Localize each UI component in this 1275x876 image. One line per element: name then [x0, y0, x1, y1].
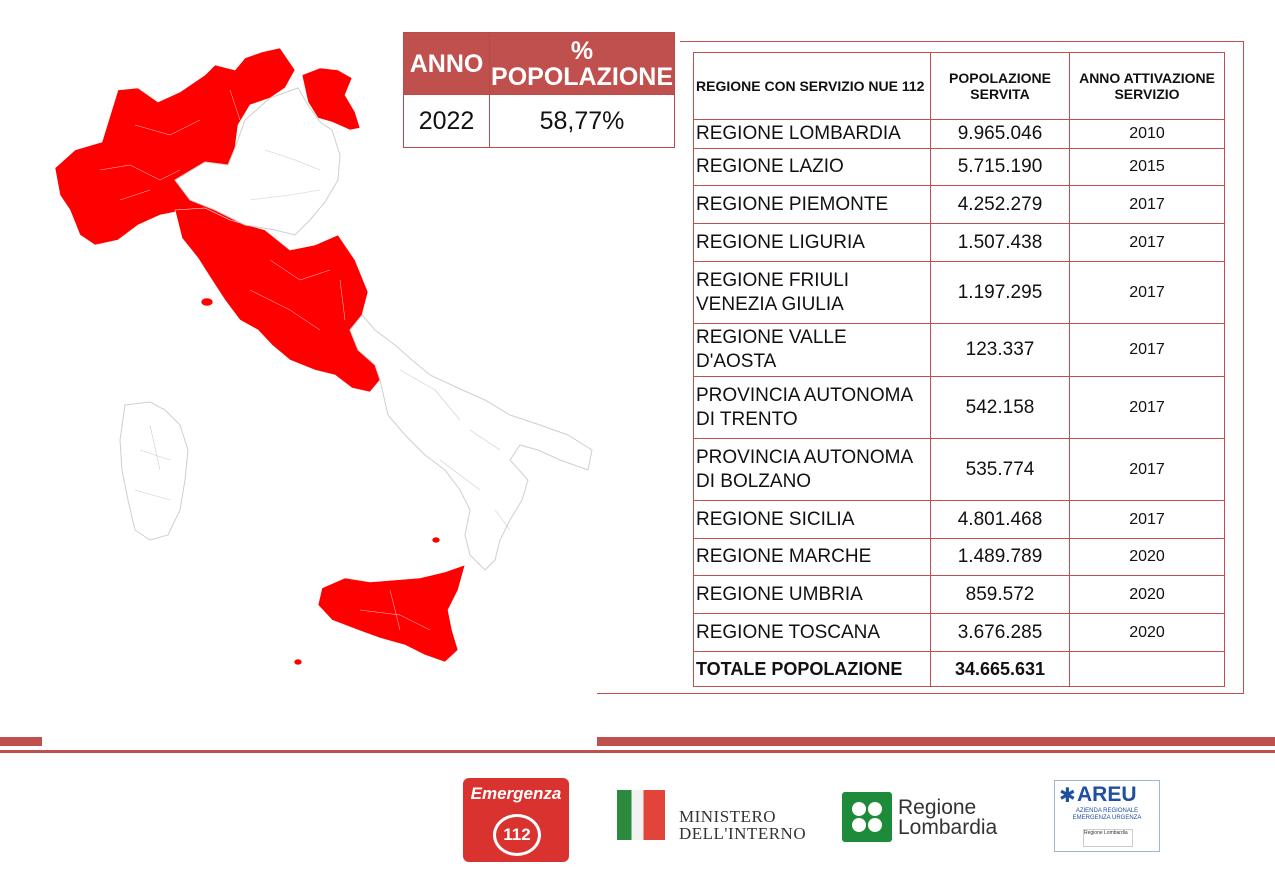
- table-row: [694, 501, 1225, 539]
- footer-bar-right: [597, 737, 1275, 746]
- regione-lombardia-logo: [842, 792, 1017, 844]
- header-year: ANNO ATTIVAZIONE SERVIZIO: [1070, 53, 1225, 120]
- table-row: [694, 377, 1225, 439]
- areu-logo-line1: AZIENDA REGIONALE: [1075, 808, 1139, 814]
- cell-year: 2010: [1070, 120, 1225, 149]
- table-row: [694, 539, 1225, 576]
- table-row: [694, 186, 1225, 224]
- cell-year: 2020: [1070, 614, 1225, 652]
- cell-year: 2017: [1070, 377, 1225, 439]
- regione-logo-line1: Regione: [898, 796, 977, 819]
- cell-region: REGIONE FRIULI VENEZIA GIULIA: [694, 262, 931, 324]
- emergenza-112-logo: [463, 778, 569, 862]
- cell-region: REGIONE TOSCANA: [694, 614, 931, 652]
- footer-bar-left: [0, 737, 42, 746]
- table-row: [694, 576, 1225, 614]
- frame-line-right: [1243, 41, 1244, 693]
- cell-population: 123.337: [931, 324, 1070, 377]
- table-total-row: [694, 652, 1225, 687]
- table-row: [694, 149, 1225, 186]
- cell-population: 859.572: [931, 576, 1070, 614]
- cell-population: 1.489.789: [931, 539, 1070, 576]
- cell-year: 2015: [1070, 149, 1225, 186]
- header-region: REGIONE CON SERVIZIO NUE 112: [694, 53, 931, 120]
- cell-year: 2017: [1070, 224, 1225, 262]
- cell-population: 1.197.295: [931, 262, 1070, 324]
- footer-bar-thin: [0, 750, 1275, 753]
- ministero-logo-line1: MINISTERO: [679, 807, 777, 826]
- map-region-sardegna: [120, 402, 188, 540]
- cell-region: PROVINCIA AUTONOMA DI TRENTO: [694, 377, 931, 439]
- cell-population: 4.801.468: [931, 501, 1070, 539]
- cell-region: REGIONE VALLE D'AOSTA: [694, 324, 931, 377]
- lombardia-rose-icon: [842, 792, 892, 842]
- cell-population: 4.252.279: [931, 186, 1070, 224]
- cell-population: 1.507.438: [931, 224, 1070, 262]
- regions-table: [693, 52, 1225, 687]
- star-of-life-icon: ✱: [1059, 785, 1076, 807]
- emergenza-logo-text: Emergenza: [470, 784, 562, 803]
- summary-year-value: 2022: [404, 95, 490, 148]
- summary-pct-value: 58,77%: [490, 95, 675, 148]
- cell-region: REGIONE LIGURIA: [694, 224, 931, 262]
- regione-logo-line2: Lombardia: [898, 816, 998, 839]
- summary-pct-header: % POPOLAZIONE: [490, 33, 675, 95]
- cell-region: REGIONE LAZIO: [694, 149, 931, 186]
- italian-flag-icon: [617, 790, 665, 840]
- total-empty-cell: [1070, 652, 1225, 687]
- cell-year: 2017: [1070, 186, 1225, 224]
- header-population: POPOLAZIONE SERVITA: [931, 53, 1070, 120]
- frame-line-top: [680, 41, 1243, 42]
- cell-region: PROVINCIA AUTONOMA DI BOLZANO: [694, 439, 931, 501]
- areu-logo: [1054, 780, 1160, 852]
- total-value: 34.665.631: [931, 652, 1070, 687]
- cell-year: 2017: [1070, 439, 1225, 501]
- areu-regione-badge: Regione Lombardia: [1083, 829, 1133, 847]
- table-row: [694, 262, 1225, 324]
- cell-year: 2020: [1070, 576, 1225, 614]
- table-header-row: [694, 53, 1225, 120]
- areu-logo-line2: EMERGENZA URGENZA: [1072, 815, 1142, 821]
- cell-population: 535.774: [931, 439, 1070, 501]
- cell-year: 2017: [1070, 324, 1225, 377]
- table-row: [694, 224, 1225, 262]
- cell-year: 2017: [1070, 262, 1225, 324]
- emergenza-logo-number: 112: [493, 814, 541, 856]
- cell-region: REGIONE PIEMONTE: [694, 186, 931, 224]
- ministero-interno-logo: [617, 786, 812, 846]
- cell-region: REGIONE SICILIA: [694, 501, 931, 539]
- summary-table: [403, 32, 675, 148]
- cell-population: 3.676.285: [931, 614, 1070, 652]
- frame-line-bottom: [597, 693, 1244, 694]
- cell-population: 9.965.046: [931, 120, 1070, 149]
- cell-year: 2017: [1070, 501, 1225, 539]
- cell-region: REGIONE UMBRIA: [694, 576, 931, 614]
- areu-logo-name: AREU: [1077, 783, 1137, 806]
- cell-year: 2020: [1070, 539, 1225, 576]
- table-row: [694, 324, 1225, 377]
- table-row: [694, 439, 1225, 501]
- table-row: [694, 120, 1225, 149]
- cell-population: 542.158: [931, 377, 1070, 439]
- cell-region: REGIONE MARCHE: [694, 539, 931, 576]
- cell-region: REGIONE LOMBARDIA: [694, 120, 931, 149]
- ministero-logo-line2: DELL'INTERNO: [679, 824, 807, 843]
- cell-population: 5.715.190: [931, 149, 1070, 186]
- total-label: TOTALE POPOLAZIONE: [694, 652, 931, 687]
- map-region-sicilia: [318, 565, 465, 662]
- summary-year-header: ANNO: [404, 33, 490, 95]
- map-region-south: [350, 315, 592, 570]
- table-row: [694, 614, 1225, 652]
